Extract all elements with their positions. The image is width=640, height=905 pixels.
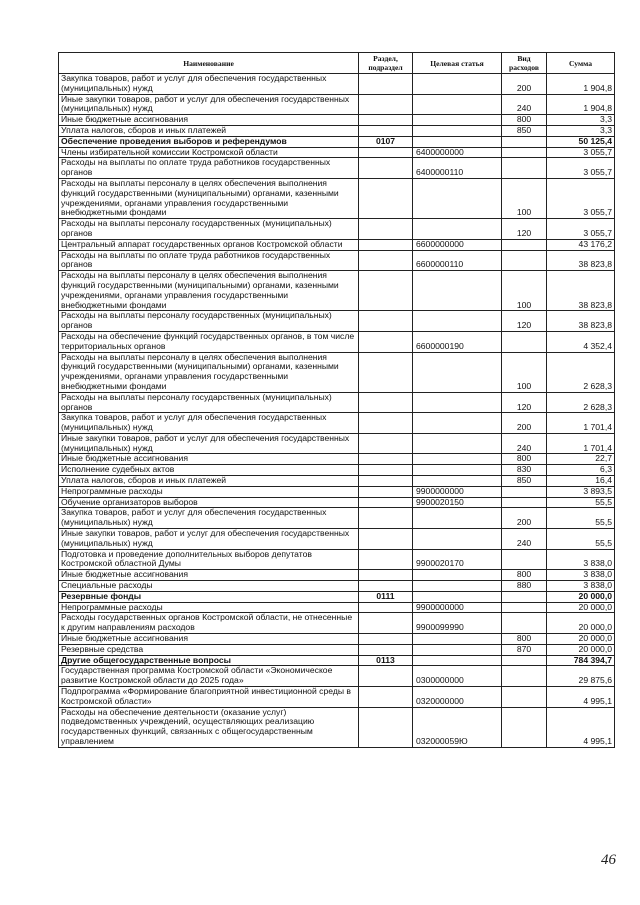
table-row [59, 178, 615, 218]
table-row [59, 508, 615, 529]
row-name: Обучение организаторов выборов [59, 497, 359, 508]
row-section: 0107 [359, 136, 413, 147]
row-sum: 20 000,0 [547, 591, 615, 602]
table-row [59, 570, 615, 581]
header-target: Целевая статья [413, 53, 502, 74]
row-type: 240 [502, 433, 547, 454]
row-target [413, 454, 502, 465]
row-name: Резервные средства [59, 644, 359, 655]
row-target: 0300000000 [413, 666, 502, 687]
row-target [413, 219, 502, 240]
row-section [359, 125, 413, 136]
row-name: Расходы на выплаты персоналу в целях обеспечения выполнения функций государственными (муниципальными) органами, казенными учреждениями, органами управления государственными внебюджетными фондами [59, 352, 359, 392]
budget-table [58, 52, 615, 748]
row-type: 830 [502, 465, 547, 476]
row-section [359, 476, 413, 487]
row-sum: 1 701,4 [547, 433, 615, 454]
row-type: 800 [502, 634, 547, 645]
row-target: 9900020170 [413, 549, 502, 570]
row-target [413, 352, 502, 392]
row-name: Обеспечение проведения выборов и референдумов [59, 136, 359, 147]
row-sum: 4 352,4 [547, 331, 615, 352]
row-section [359, 644, 413, 655]
row-section [359, 115, 413, 126]
row-sum: 3 838,0 [547, 570, 615, 581]
table-row [59, 331, 615, 352]
table-row [59, 239, 615, 250]
row-name: Расходы на обеспечение функций государственных органов, в том числе территориальных органов [59, 331, 359, 352]
row-section [359, 352, 413, 392]
row-type [502, 158, 547, 179]
row-name: Подготовка и проведение дополнительных выборов депутатов Костромской областной Думы [59, 549, 359, 570]
row-type: 870 [502, 644, 547, 655]
table-row [59, 497, 615, 508]
row-name: Иные бюджетные ассигнования [59, 454, 359, 465]
table-row [59, 529, 615, 550]
row-type: 800 [502, 115, 547, 126]
row-type [502, 549, 547, 570]
row-section: 0113 [359, 655, 413, 666]
row-target [413, 476, 502, 487]
row-sum: 1 904,8 [547, 74, 615, 95]
row-sum: 20 000,0 [547, 644, 615, 655]
row-type: 200 [502, 413, 547, 434]
row-target [413, 433, 502, 454]
row-name: Иные закупки товаров, работ и услуг для обеспечения государственных (муниципальных) нужд [59, 94, 359, 115]
row-section [359, 74, 413, 95]
table-row [59, 74, 615, 95]
row-target [413, 413, 502, 434]
row-name: Уплата налогов, сборов и иных платежей [59, 125, 359, 136]
row-target: 032000059Ю [413, 707, 502, 747]
row-type: 200 [502, 508, 547, 529]
table-row [59, 644, 615, 655]
row-target: 6600000190 [413, 331, 502, 352]
row-name: Расходы на выплаты по оплате труда работников государственных органов [59, 250, 359, 271]
row-section [359, 239, 413, 250]
row-name: Члены избирательной комиссии Костромской области [59, 147, 359, 158]
row-target [413, 178, 502, 218]
row-type: 800 [502, 570, 547, 581]
row-sum: 16,4 [547, 476, 615, 487]
row-section [359, 570, 413, 581]
row-type: 100 [502, 352, 547, 392]
table-header-row [59, 53, 615, 74]
row-name: Иные бюджетные ассигнования [59, 570, 359, 581]
row-name: Расходы на выплаты персоналу государственных (муниципальных) органов [59, 219, 359, 240]
table-row [59, 250, 615, 271]
row-target: 9900000000 [413, 602, 502, 613]
row-sum: 3 055,7 [547, 178, 615, 218]
row-target [413, 508, 502, 529]
row-name: Специальные расходы [59, 581, 359, 592]
row-target [413, 136, 502, 147]
row-sum: 20 000,0 [547, 602, 615, 613]
row-section: 0111 [359, 591, 413, 602]
row-name: Расходы на выплаты персоналу в целях обеспечения выполнения функций государственными (муниципальными) органами, казенными учреждениями, органами управления государственными внебюджетными фондами [59, 178, 359, 218]
table-row [59, 125, 615, 136]
table-row [59, 687, 615, 708]
row-sum: 4 995,1 [547, 687, 615, 708]
header-type: Вид расходов [502, 53, 547, 74]
row-sum: 2 628,3 [547, 352, 615, 392]
row-type [502, 655, 547, 666]
row-sum: 38 823,8 [547, 311, 615, 332]
row-name: Государственная программа Костромской области «Экономическое развитие Костромской области до 2025 года» [59, 666, 359, 687]
row-type [502, 707, 547, 747]
row-name: Резервные фонды [59, 591, 359, 602]
row-type: 800 [502, 454, 547, 465]
row-sum: 1 904,8 [547, 94, 615, 115]
row-type: 850 [502, 125, 547, 136]
row-name: Расходы на выплаты персоналу в целях обеспечения выполнения функций государственными (муниципальными) органами, казенными учреждениями, органами управления государственными внебюджетными фондами [59, 271, 359, 311]
row-sum: 3 055,7 [547, 147, 615, 158]
row-target [413, 581, 502, 592]
row-target: 0320000000 [413, 687, 502, 708]
table-row [59, 655, 615, 666]
row-name: Уплата налогов, сборов и иных платежей [59, 476, 359, 487]
row-target: 9900000000 [413, 486, 502, 497]
row-name: Центральный аппарат государственных органов Костромской области [59, 239, 359, 250]
row-type [502, 239, 547, 250]
row-section [359, 497, 413, 508]
row-name: Иные закупки товаров, работ и услуг для обеспечения государственных (муниципальных) нужд [59, 529, 359, 550]
table-row [59, 591, 615, 602]
row-target: 6400000000 [413, 147, 502, 158]
row-section [359, 666, 413, 687]
row-sum: 38 823,8 [547, 271, 615, 311]
row-section [359, 158, 413, 179]
row-sum: 2 628,3 [547, 392, 615, 413]
page-number: 46 [601, 852, 616, 868]
table-row [59, 352, 615, 392]
row-sum: 55,5 [547, 497, 615, 508]
header-section: Раздел, подраздел [359, 53, 413, 74]
row-target [413, 634, 502, 645]
row-type [502, 486, 547, 497]
row-type: 120 [502, 219, 547, 240]
row-target: 9900099990 [413, 613, 502, 634]
row-type [502, 613, 547, 634]
header-name: Наименование [59, 53, 359, 74]
row-target [413, 271, 502, 311]
row-name: Расходы на обеспечение деятельности (оказание услуг) подведомственных учреждений, осуществляющих реализацию государственных функций, связанных с общегосударственным управлением [59, 707, 359, 747]
row-type [502, 250, 547, 271]
table-row [59, 549, 615, 570]
row-name: Расходы на выплаты по оплате труда работников государственных органов [59, 158, 359, 179]
row-sum: 3,3 [547, 125, 615, 136]
row-name: Другие общегосударственные вопросы [59, 655, 359, 666]
row-name: Иные бюджетные ассигнования [59, 115, 359, 126]
table-row [59, 707, 615, 747]
row-section [359, 602, 413, 613]
row-section [359, 634, 413, 645]
row-section [359, 219, 413, 240]
row-section [359, 465, 413, 476]
row-sum: 6,3 [547, 465, 615, 476]
row-type [502, 331, 547, 352]
row-sum: 55,5 [547, 529, 615, 550]
row-name: Закупка товаров, работ и услуг для обеспечения государственных (муниципальных) нужд [59, 74, 359, 95]
row-target [413, 392, 502, 413]
row-section [359, 433, 413, 454]
row-name: Закупка товаров, работ и услуг для обеспечения государственных (муниципальных) нужд [59, 413, 359, 434]
row-target: 6600000000 [413, 239, 502, 250]
row-section [359, 311, 413, 332]
row-target [413, 655, 502, 666]
table-row [59, 413, 615, 434]
table-row [59, 433, 615, 454]
row-target [413, 570, 502, 581]
table-row [59, 115, 615, 126]
table-row [59, 158, 615, 179]
row-target [413, 644, 502, 655]
row-type: 120 [502, 311, 547, 332]
row-section [359, 486, 413, 497]
table-row [59, 634, 615, 645]
row-name: Закупка товаров, работ и услуг для обеспечения государственных (муниципальных) нужд [59, 508, 359, 529]
row-name: Иные закупки товаров, работ и услуг для обеспечения государственных (муниципальных) нужд [59, 433, 359, 454]
table-row [59, 392, 615, 413]
table-row [59, 666, 615, 687]
row-section [359, 529, 413, 550]
row-name: Расходы государственных органов Костромской области, не отнесенные к другим направлениям расходов [59, 613, 359, 634]
table-row [59, 94, 615, 115]
row-type [502, 147, 547, 158]
row-type: 240 [502, 94, 547, 115]
row-target [413, 311, 502, 332]
row-sum: 3 838,0 [547, 549, 615, 570]
row-target [413, 74, 502, 95]
table-row [59, 613, 615, 634]
row-name: Непрограммные расходы [59, 602, 359, 613]
row-type [502, 687, 547, 708]
row-sum: 20 000,0 [547, 634, 615, 645]
row-sum: 3 055,7 [547, 158, 615, 179]
header-sum: Сумма [547, 53, 615, 74]
table-row [59, 219, 615, 240]
table-row [59, 465, 615, 476]
row-target [413, 115, 502, 126]
table-row [59, 271, 615, 311]
row-section [359, 549, 413, 570]
row-section [359, 147, 413, 158]
row-type: 100 [502, 178, 547, 218]
row-target: 9900020150 [413, 497, 502, 508]
row-section [359, 94, 413, 115]
table-row [59, 311, 615, 332]
row-section [359, 250, 413, 271]
row-type: 100 [502, 271, 547, 311]
row-name: Исполнение судебных актов [59, 465, 359, 476]
row-section [359, 707, 413, 747]
row-sum: 38 823,8 [547, 250, 615, 271]
row-section [359, 508, 413, 529]
row-section [359, 178, 413, 218]
row-target [413, 94, 502, 115]
row-sum: 3,3 [547, 115, 615, 126]
row-type: 200 [502, 74, 547, 95]
row-sum: 29 875,6 [547, 666, 615, 687]
row-name: Непрограммные расходы [59, 486, 359, 497]
row-section [359, 271, 413, 311]
row-target [413, 125, 502, 136]
row-sum: 50 125,4 [547, 136, 615, 147]
row-type: 240 [502, 529, 547, 550]
row-name: Расходы на выплаты персоналу государственных (муниципальных) органов [59, 311, 359, 332]
row-type [502, 136, 547, 147]
row-type: 120 [502, 392, 547, 413]
row-name: Иные бюджетные ассигнования [59, 634, 359, 645]
row-section [359, 581, 413, 592]
row-sum: 1 701,4 [547, 413, 615, 434]
row-sum: 55,5 [547, 508, 615, 529]
row-type: 850 [502, 476, 547, 487]
row-name: Расходы на выплаты персоналу государственных (муниципальных) органов [59, 392, 359, 413]
row-sum: 20 000,0 [547, 613, 615, 634]
table-row [59, 454, 615, 465]
row-sum: 3 838,0 [547, 581, 615, 592]
row-sum: 3 893,5 [547, 486, 615, 497]
row-sum: 4 995,1 [547, 707, 615, 747]
row-type [502, 591, 547, 602]
row-section [359, 392, 413, 413]
row-target [413, 591, 502, 602]
row-type [502, 602, 547, 613]
table-row [59, 486, 615, 497]
row-section [359, 613, 413, 634]
row-name: Подпрограмма «Формирование благоприятной инвестиционной среды в Костромской области» [59, 687, 359, 708]
row-target: 6400000110 [413, 158, 502, 179]
row-section [359, 454, 413, 465]
row-sum: 22,7 [547, 454, 615, 465]
row-target [413, 529, 502, 550]
row-sum: 43 176,2 [547, 239, 615, 250]
table-row [59, 147, 615, 158]
row-sum: 3 055,7 [547, 219, 615, 240]
row-target [413, 465, 502, 476]
row-sum: 784 394,7 [547, 655, 615, 666]
table-row [59, 476, 615, 487]
row-section [359, 413, 413, 434]
row-section [359, 331, 413, 352]
row-section [359, 687, 413, 708]
row-type [502, 666, 547, 687]
row-type [502, 497, 547, 508]
table-row [59, 602, 615, 613]
table-row [59, 136, 615, 147]
row-target: 6600000110 [413, 250, 502, 271]
table-row [59, 581, 615, 592]
row-type: 880 [502, 581, 547, 592]
